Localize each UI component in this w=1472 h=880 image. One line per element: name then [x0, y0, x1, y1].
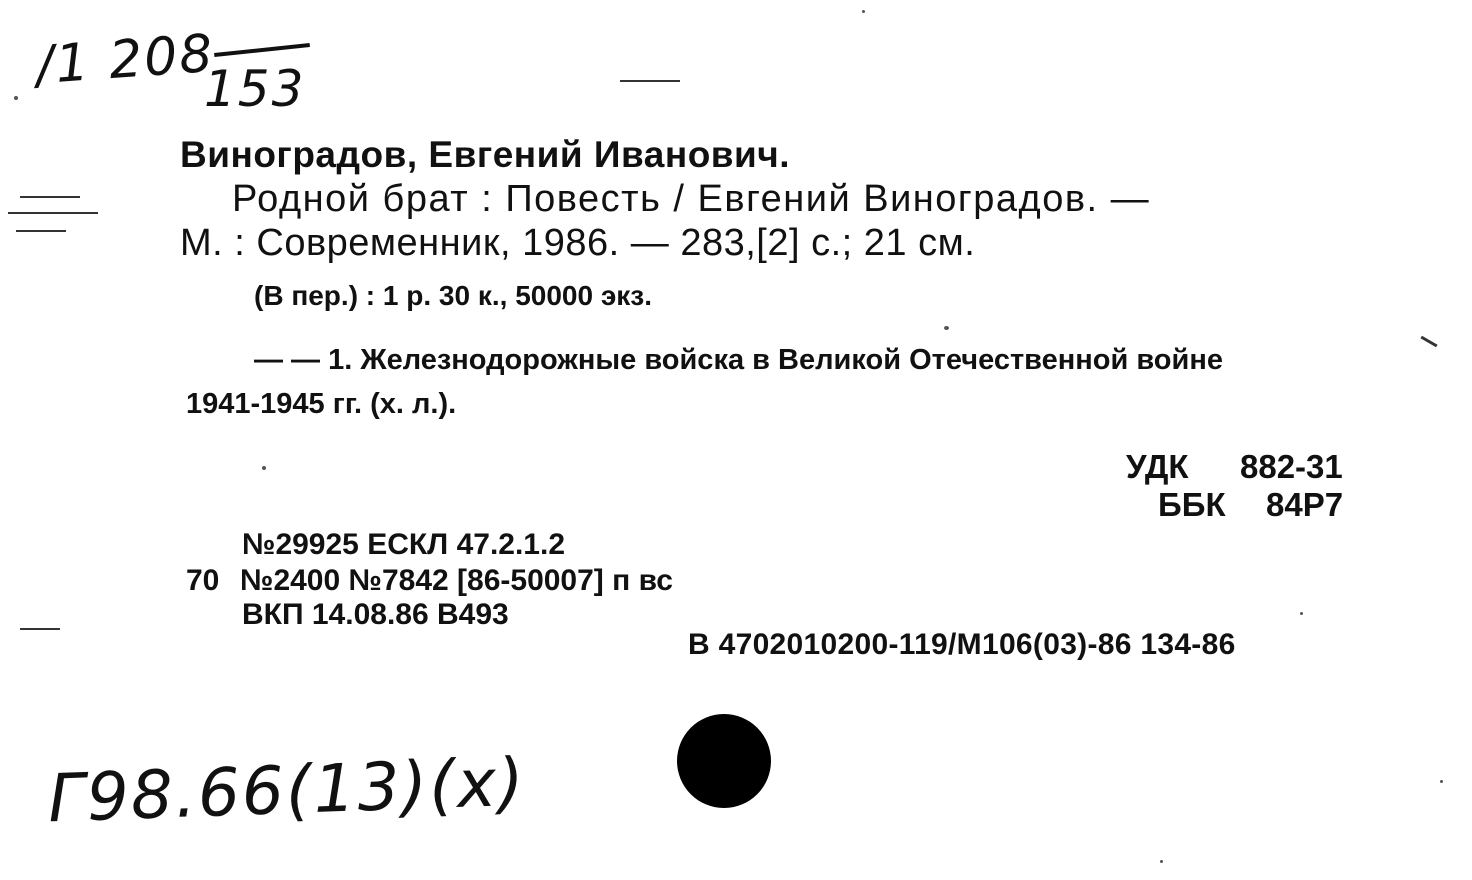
noise-speck — [1160, 860, 1163, 863]
price-line: (В пер.) : 1 р. 30 к., 50000 экз. — [254, 280, 653, 311]
noise-mark — [620, 80, 680, 82]
noise-speck — [1440, 780, 1443, 783]
udk-label: УДК — [1126, 448, 1189, 485]
handwritten-number-top: /1 208 — [34, 23, 217, 97]
registry-prefix: 70 — [186, 564, 220, 597]
bbk-label: ББК — [1158, 486, 1226, 523]
registry-line-1: №29925 ЕСКЛ 47.2.1.2 — [242, 528, 565, 561]
noise-speck — [262, 466, 266, 470]
subject-line-1: — — 1. Железнодорожные войска в Великой Отечественной войне — [254, 344, 1223, 376]
noise-speck — [14, 96, 18, 100]
noise-mark — [1420, 336, 1437, 348]
noise-mark — [8, 212, 98, 214]
registry-line-2: №2400 №7842 [86-50007] п вс — [240, 564, 673, 597]
publication-code-line: В 4702010200-119/М106(03)-86 134-86 — [688, 628, 1236, 661]
registry-line-3: ВКП 14.08.86 В493 — [242, 598, 509, 631]
noise-mark — [20, 628, 60, 630]
subject-line-2: 1941-1945 гг. (х. л.). — [186, 388, 457, 420]
handwritten-number-153: 153 — [204, 60, 306, 118]
noise-mark — [16, 230, 66, 232]
imprint-line: М. : Современник, 1986. — 283,[2] с.; 21 см. — [180, 222, 976, 264]
punch-hole — [677, 714, 771, 808]
udk-value: 882-31 — [1240, 448, 1343, 485]
author-heading: Виноградов, Евгений Иванович. — [180, 134, 791, 175]
noise-speck — [862, 10, 865, 13]
noise-speck — [1300, 612, 1303, 615]
title-line: Родной брат : Повесть / Евгений Виноградов. — — [232, 178, 1151, 220]
noise-speck — [944, 326, 949, 330]
noise-mark — [20, 196, 80, 198]
handwritten-overline — [214, 43, 310, 57]
bbk-value: 84Р7 — [1266, 486, 1344, 523]
handwritten-shelfmark: Г98.66(13)(х) — [46, 743, 527, 838]
